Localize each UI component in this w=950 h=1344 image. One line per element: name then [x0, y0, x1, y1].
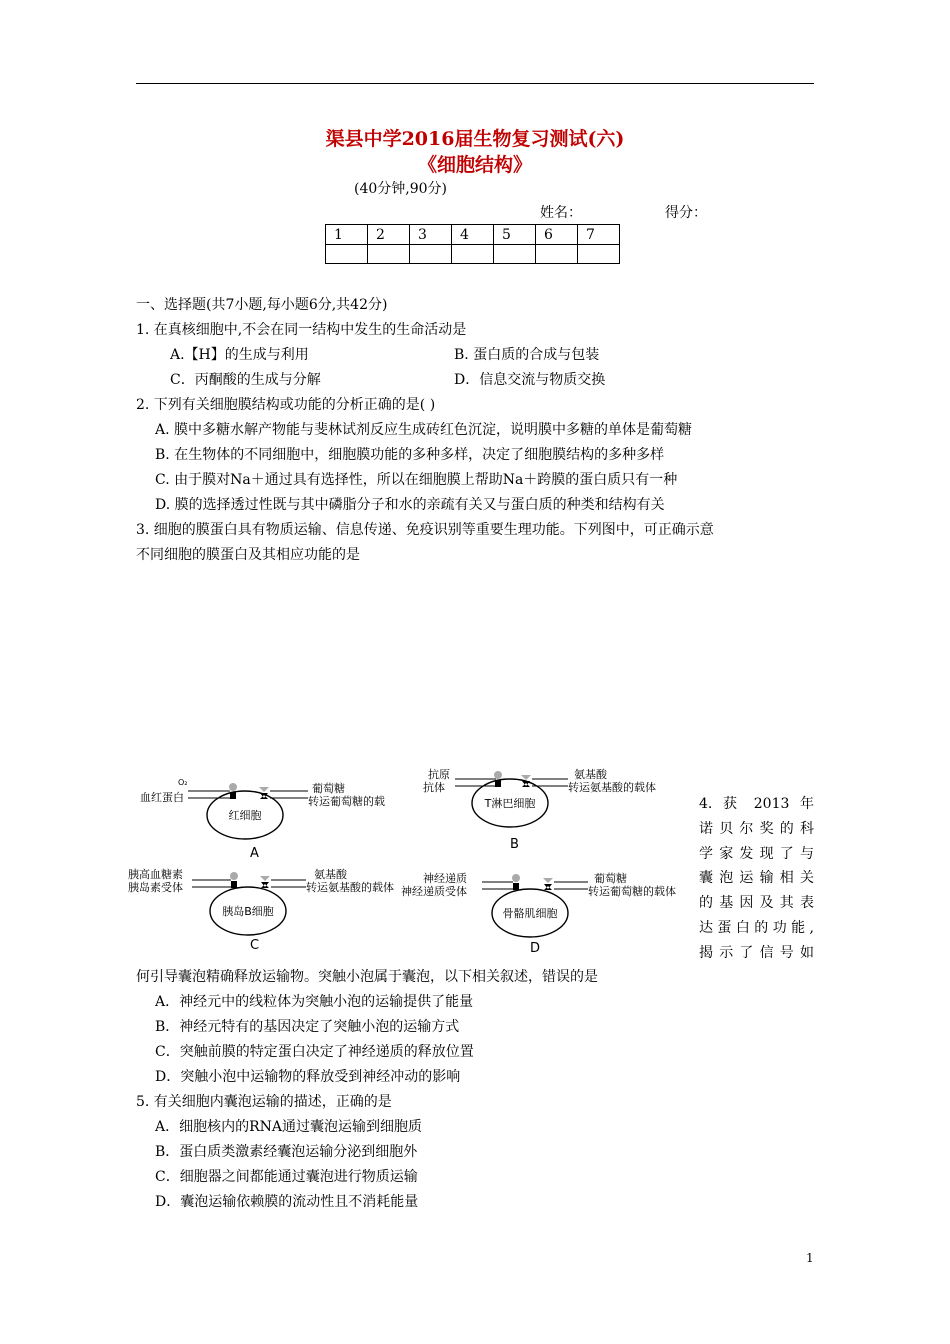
- label-d-right1: 葡萄糖: [594, 872, 627, 885]
- exam-title: 渠县中学2016届生物复习测试(六): [325, 128, 625, 150]
- q2-stem: 2. 下列有关细胞膜结构或功能的分析正确的是( ): [136, 397, 436, 413]
- panel-label-d: D: [530, 941, 541, 956]
- q4-side-text: [699, 792, 814, 966]
- answer-cell[interactable]: [410, 245, 452, 264]
- panel-label-a: A: [250, 846, 259, 861]
- q5-option-c: C．细胞器之间都能通过囊泡进行物质运输: [155, 1169, 418, 1185]
- q4-option-b: B．神经元特有的基因决定了突触小泡的运输方式: [155, 1019, 460, 1035]
- answer-cell[interactable]: [326, 245, 368, 264]
- q5-option-a: A．细胞核内的RNA通过囊泡运输到细胞质: [155, 1119, 423, 1135]
- answer-number: 2: [368, 225, 410, 245]
- label-b-right2: 转运氨基酸的载体: [568, 781, 656, 794]
- q5-option-b: B．蛋白质类激素经囊泡运输分泌到细胞外: [155, 1144, 418, 1160]
- q2-option-c: C. 由于膜对Na＋通过具有选择性，所以在细胞膜上帮助Na＋跨膜的蛋白质只有一种: [155, 472, 678, 488]
- name-label: 姓名：: [540, 205, 582, 221]
- protein-ball-icon: [494, 771, 502, 779]
- panel-a: [140, 778, 385, 861]
- q4-option-a: A．神经元中的线粒体为突触小泡的运输提供了能量: [155, 994, 474, 1010]
- label-a-left2: 血红蛋白: [140, 791, 184, 804]
- q4-stem-cont: 何引导囊泡精确释放运输物。突触小泡属于囊泡，以下相关叙述，错误的是: [136, 969, 598, 985]
- label-a-right2: 转运葡萄糖的载: [308, 795, 385, 808]
- carrier-triangle-icon: [259, 787, 269, 792]
- answer-table: [325, 224, 620, 264]
- label-d-left1: 神经递质: [423, 872, 467, 885]
- panel-b: [423, 767, 656, 852]
- exam-subtitle: 《细胞结构》: [417, 154, 532, 176]
- carrier-triangle-icon: [543, 878, 553, 883]
- q4-option-c: C．突触前膜的特定蛋白决定了神经递质的释放位置: [155, 1044, 474, 1060]
- label-c-right1: 氨基酸: [314, 868, 347, 881]
- q4-option-d: D．突触小泡中运输物的释放受到神经冲动的影响: [155, 1069, 461, 1085]
- label-b-left1: 抗原: [428, 768, 450, 781]
- panel-c: [128, 867, 394, 953]
- q1-option-b: B. 蛋白质的合成与包装: [454, 347, 600, 363]
- protein-ball-icon: [230, 872, 238, 880]
- q2-option-b: B. 在生物体的不同细胞中，细胞膜功能的多种多样，决定了细胞膜结构的多种多样: [155, 447, 665, 463]
- q3-stem-line2: 不同细胞的膜蛋白及其相应功能的是: [136, 547, 360, 563]
- q2-option-a: A. 膜中多糖水解产物能与斐林试剂反应生成砖红色沉淀，说明膜中多糖的单体是葡萄糖: [155, 422, 693, 438]
- answer-cell[interactable]: [452, 245, 494, 264]
- q4-side-line: 囊泡运输相关: [699, 870, 814, 887]
- q5-option-d: D．囊泡运输依赖膜的流动性且不消耗能量: [155, 1194, 419, 1210]
- answer-number: 6: [536, 225, 578, 245]
- answer-number: 3: [410, 225, 452, 245]
- answer-number: 4: [452, 225, 494, 245]
- q1-option-a: A.【H】的生成与利用: [170, 347, 309, 363]
- answer-cell[interactable]: [494, 245, 536, 264]
- label-d-left2: 神经递质受体: [401, 885, 467, 898]
- answer-cell[interactable]: [536, 245, 578, 264]
- answer-number: 1: [326, 225, 368, 245]
- label-b-right1: 氨基酸: [574, 768, 607, 781]
- cell-name-d: 骨骼肌细胞: [502, 907, 558, 920]
- q4-side-line: 揭示了信号如: [699, 944, 814, 961]
- page-number: 1: [806, 1251, 814, 1265]
- q4-side-line: 的基因及其表: [699, 895, 814, 912]
- protein-ball-icon: [512, 874, 520, 882]
- q2-option-d: D. 膜的选择透过性既与其中磷脂分子和水的亲疏有关又与蛋白质的种类和结构有关: [155, 497, 665, 513]
- q5-stem: 5. 有关细胞内囊泡运输的描述，正确的是: [136, 1094, 392, 1110]
- answer-cell[interactable]: [368, 245, 410, 264]
- label-c-left2: 胰岛素受体: [128, 881, 183, 894]
- q1-stem: 1. 在真核细胞中,不会在同一结构中发生的生命活动是: [136, 322, 467, 338]
- panel-label-b: B: [510, 837, 519, 852]
- protein-ball-icon: [229, 783, 237, 791]
- cell-name-c: 胰岛B细胞: [222, 905, 274, 918]
- panel-label-c: C: [250, 938, 260, 953]
- carrier-triangle-icon: [521, 775, 531, 780]
- panel-d: [401, 871, 676, 956]
- carrier-triangle-icon: [260, 876, 270, 881]
- q4-side-line: 诺贝尔奖的科: [699, 820, 814, 837]
- label-c-left1: 胰高血糖素: [128, 868, 183, 881]
- label-b-left2: 抗体: [423, 781, 445, 794]
- label-a-left1: O₂: [178, 778, 188, 787]
- q4-side-line: 达蛋白的功能,: [699, 919, 814, 936]
- answer-cell[interactable]: [578, 245, 620, 264]
- label-d-right2: 转运葡萄糖的载体: [588, 885, 676, 898]
- answer-number: 7: [578, 225, 620, 245]
- time-score: (40分钟,90分): [354, 181, 448, 197]
- label-a-right1: 葡萄糖: [312, 782, 345, 795]
- header-rule: [136, 83, 814, 84]
- q3-stem-line1: 3. 细胞的膜蛋白具有物质运输、信息传递、免疫识别等重要生理功能。下列图中，可正确示意: [136, 522, 714, 538]
- cell-name-b: T淋巴细胞: [484, 797, 536, 810]
- cell-name-a: 红细胞: [228, 809, 262, 822]
- q4-side-line: 4. 获 2013 年: [699, 796, 814, 812]
- membrane-protein-diagram: [120, 760, 690, 960]
- q1-option-d: D．信息交流与物质交换: [454, 372, 606, 388]
- q4-side-line: 学家发现了与: [699, 845, 814, 862]
- q1-option-c: C．丙酮酸的生成与分解: [170, 372, 321, 388]
- label-c-right2: 转运氨基酸的载体: [306, 881, 394, 894]
- answer-number: 5: [494, 225, 536, 245]
- score-label: 得分：: [665, 205, 707, 221]
- section-heading: 一、选择题(共7小题,每小题6分,共42分): [136, 297, 388, 313]
